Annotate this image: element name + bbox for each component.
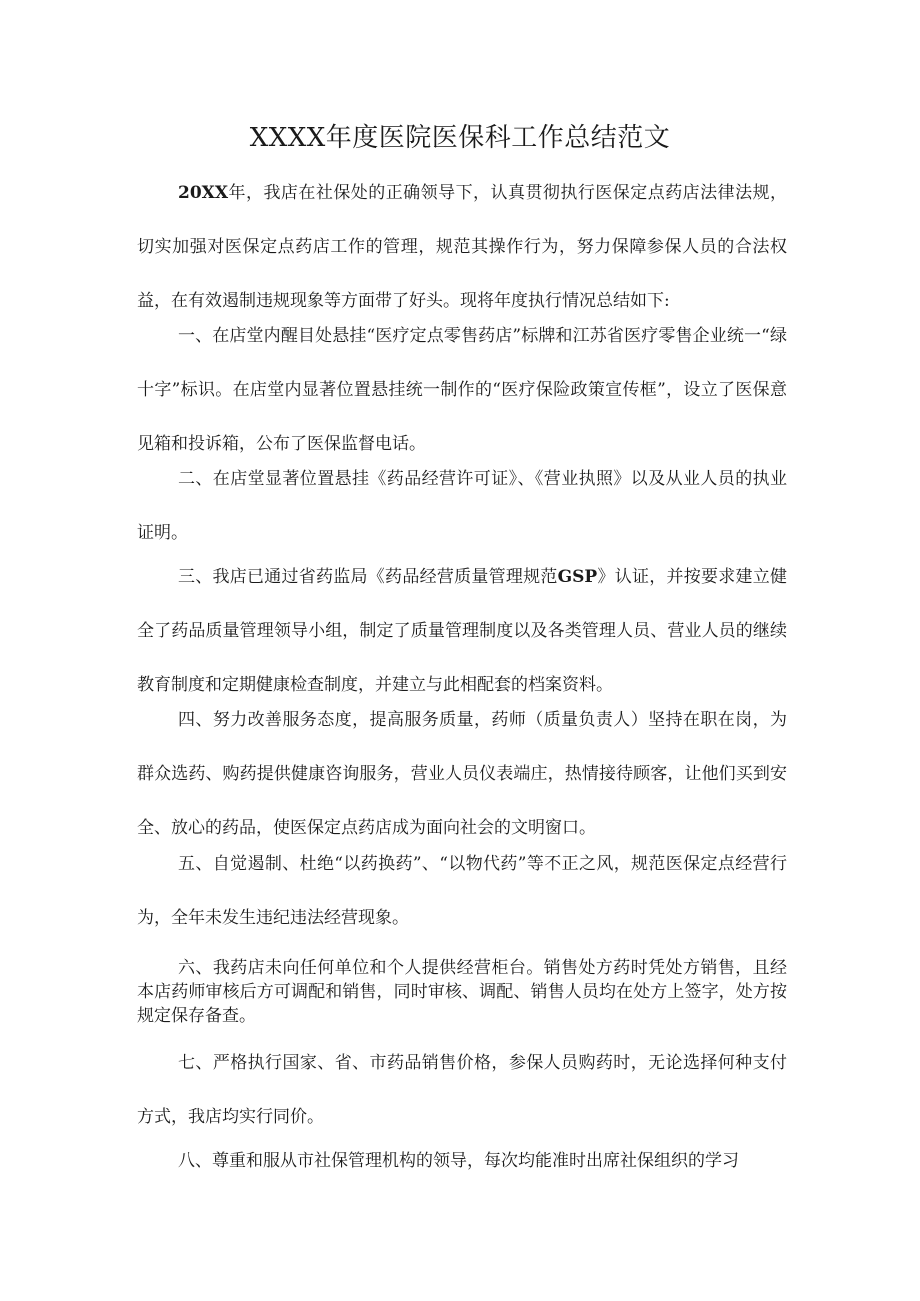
intro-year: 20XX: [178, 183, 229, 203]
section-3-text-after: 》认证，并按要求建立健全了药品质量管理领导小组，制定了质量管理制度以及各类管理人员、营业人员的继续教育制度和定期健康检查制度，并建立与此相配套的档案资料。: [137, 567, 788, 695]
section-3-text-before: 三、我店已通过省药监局《药品经营质量管理规范: [178, 567, 558, 587]
section-paragraph-3: [137, 550, 787, 712]
section-paragraph-4: 四、努力改善服务态度，提高服务质量，药师（质量负责人）坚持在职在岗，为群众选药、购药提供健康咨询服务，营业人员仪表端庄，热情接待顾客，让他们买到安全、放心的药品，使医保定点药店成为面向社会的文明窗口。: [137, 710, 787, 838]
section-paragraph-5: 五、自觉遏制、杜绝“以药换药”、“以物代药”等不正之风，规范医保定点经营行为，全年未发生违纪违法经营现象。: [137, 854, 787, 928]
section-paragraph-1: 一、在店堂内醒目处悬挂“医疗定点零售药店”标牌和江苏省医疗零售企业统一“绿十字”标识。在店堂内显著位置悬挂统一制作的“医疗保险政策宣传框”，设立了医保意见箱和投诉箱，公布了医保监督电话。: [137, 326, 787, 454]
intro-text: 年，我店在社保处的正确领导下，认真贯彻执行医保定点药店法律法规，切实加强对医保定点药店工作的管理，规范其操作行为，努力保障参保人员的合法权益，在有效遏制违规现象等方面带了好头。现将年度执行情况总结如下:: [137, 183, 787, 311]
intro-paragraph: [137, 166, 787, 328]
document-title: XXXX年度医院医保科工作总结范文: [249, 123, 671, 153]
section-paragraph-6: 六、我药店未向任何单位和个人提供经营柜台。销售处方药时凭处方销售，且经本店药师审核后方可调配和销售，同时审核、调配、销售人员均在处方上签字，处方按规定保存备查。: [137, 958, 787, 1026]
section-paragraph-2: 二、在店堂显著位置悬挂《药品经营许可证》、《营业执照》以及从业人员的执业证明。: [137, 469, 787, 543]
section-paragraph-7: 七、严格执行国家、省、市药品销售价格，参保人员购药时，无论选择何种支付方式，我店均实行同价。: [137, 1053, 787, 1127]
section-3-gsp: GSP: [557, 567, 598, 587]
section-paragraph-8: 八、尊重和服从市社保管理机构的领导，每次均能准时出席社保组织的学习: [178, 1151, 739, 1171]
